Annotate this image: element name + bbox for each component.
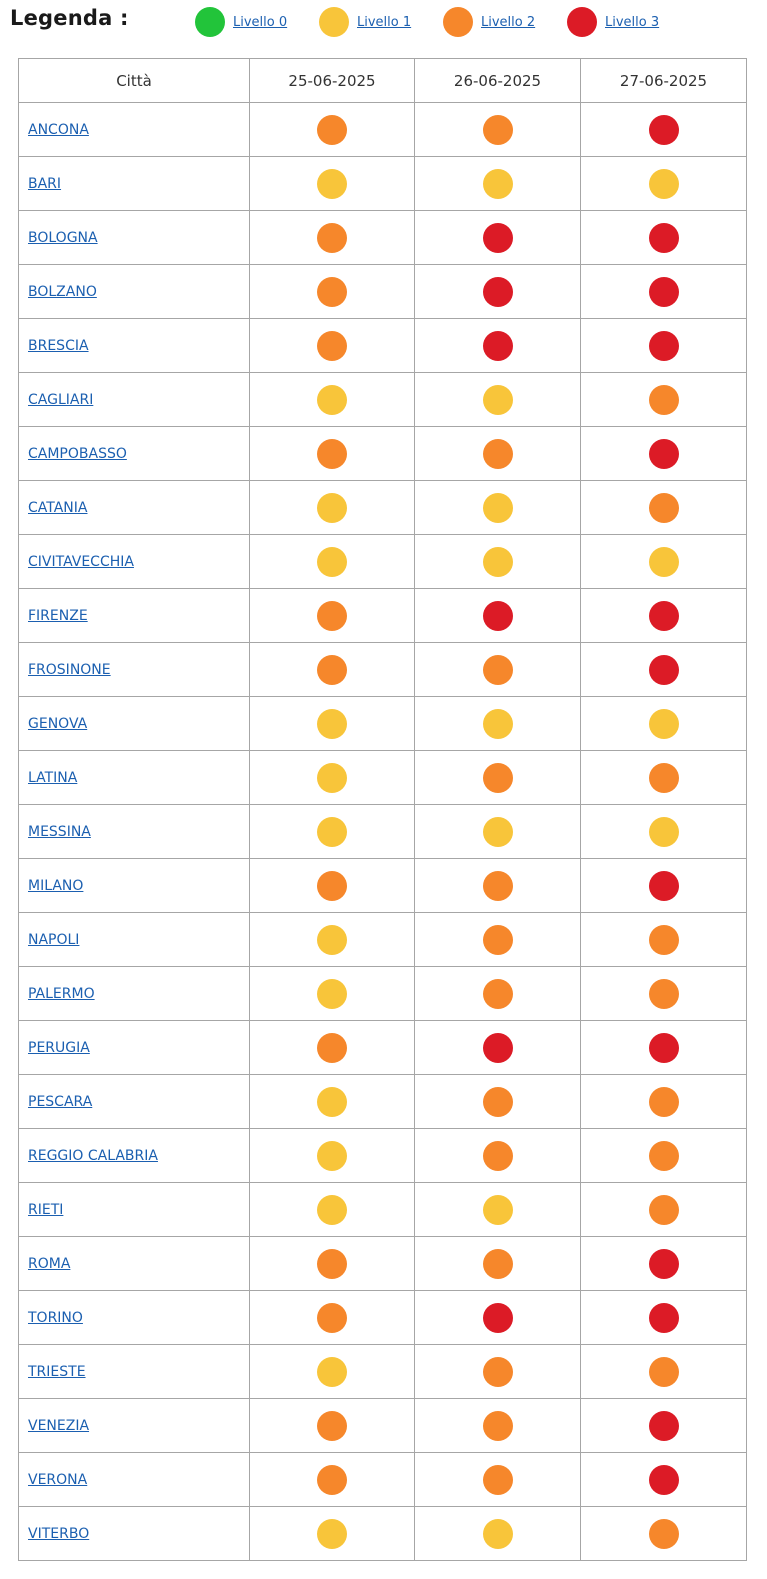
level-2-dot-icon xyxy=(649,493,679,523)
level-3-dot-icon xyxy=(483,601,513,631)
level-1-dot-icon xyxy=(649,817,679,847)
level-cell-day-2 xyxy=(415,373,581,427)
city-link[interactable]: TORINO xyxy=(28,1309,83,1326)
level-cell-day-3 xyxy=(581,1291,747,1345)
level-2-dot-icon xyxy=(483,439,513,469)
city-cell xyxy=(19,481,250,535)
table-row xyxy=(19,697,747,751)
table-row xyxy=(19,535,747,589)
city-link[interactable]: FIRENZE xyxy=(28,607,88,624)
level-3-dot-icon xyxy=(483,331,513,361)
level-2-dot-icon xyxy=(317,871,347,901)
table-row xyxy=(19,1291,747,1345)
level-2-dot-icon xyxy=(317,331,347,361)
level-1-dot-icon xyxy=(649,547,679,577)
city-cell xyxy=(19,589,250,643)
city-link[interactable]: RIETI xyxy=(28,1201,64,1218)
level-cell-day-2 xyxy=(415,103,581,157)
city-cell xyxy=(19,1507,250,1561)
level-cell-day-1 xyxy=(250,751,415,805)
level-cell-day-1 xyxy=(250,1399,415,1453)
legend-item-level-1 xyxy=(319,7,411,37)
level-2-dot-icon xyxy=(317,601,347,631)
level-cell-day-2 xyxy=(415,859,581,913)
level-cell-day-2 xyxy=(415,1291,581,1345)
level-cell-day-3 xyxy=(581,589,747,643)
city-link[interactable]: CIVITAVECCHIA xyxy=(28,553,134,570)
city-cell xyxy=(19,319,250,373)
level-2-dot-icon xyxy=(649,1519,679,1549)
level-2-dot-icon xyxy=(317,1033,347,1063)
table-body xyxy=(19,103,747,1561)
level-1-dot-icon xyxy=(483,169,513,199)
table-row xyxy=(19,481,747,535)
level-1-dot-icon xyxy=(317,493,347,523)
city-link[interactable]: TRIESTE xyxy=(28,1363,86,1380)
level-cell-day-2 xyxy=(415,535,581,589)
table-row xyxy=(19,1345,747,1399)
level-cell-day-2 xyxy=(415,967,581,1021)
city-link[interactable]: BARI xyxy=(28,175,62,192)
level-cell-day-2 xyxy=(415,1345,581,1399)
level-cell-day-1 xyxy=(250,1291,415,1345)
level-cell-day-3 xyxy=(581,427,747,481)
level-2-dot-icon xyxy=(483,1141,513,1171)
level-3-dot-icon xyxy=(483,277,513,307)
level-cell-day-3 xyxy=(581,1021,747,1075)
city-cell xyxy=(19,697,250,751)
city-cell xyxy=(19,751,250,805)
level-2-dot-icon xyxy=(649,1141,679,1171)
level-3-dot-icon xyxy=(649,1465,679,1495)
level-3-dot-icon xyxy=(649,1033,679,1063)
city-cell xyxy=(19,1075,250,1129)
legend-link-level-0[interactable]: Livello 0 xyxy=(233,14,288,30)
city-link[interactable]: CAGLIARI xyxy=(28,391,94,408)
level-2-dot-icon xyxy=(649,385,679,415)
level-1-dot-icon xyxy=(317,1141,347,1171)
city-cell xyxy=(19,1237,250,1291)
city-link[interactable]: NAPOLI xyxy=(28,931,80,948)
level-cell-day-3 xyxy=(581,751,747,805)
level-2-dot-icon xyxy=(483,115,513,145)
level-3-dot-icon xyxy=(649,439,679,469)
level-2-dot-icon xyxy=(317,655,347,685)
legend-title: Legenda : xyxy=(10,6,129,30)
level-1-dot-icon xyxy=(483,385,513,415)
level-1-dot-icon xyxy=(319,7,349,37)
city-link[interactable]: MILANO xyxy=(28,877,84,894)
level-cell-day-3 xyxy=(581,697,747,751)
level-0-dot-icon xyxy=(195,7,225,37)
level-cell-day-1 xyxy=(250,913,415,967)
level-3-dot-icon xyxy=(649,1249,679,1279)
city-cell xyxy=(19,643,250,697)
table-row xyxy=(19,1183,747,1237)
level-cell-day-3 xyxy=(581,1507,747,1561)
level-cell-day-2 xyxy=(415,1507,581,1561)
city-cell xyxy=(19,103,250,157)
level-2-dot-icon xyxy=(649,1357,679,1387)
table-row xyxy=(19,157,747,211)
level-cell-day-3 xyxy=(581,643,747,697)
level-cell-day-3 xyxy=(581,1129,747,1183)
table-row xyxy=(19,427,747,481)
table-row xyxy=(19,1453,747,1507)
level-cell-day-3 xyxy=(581,1075,747,1129)
level-cell-day-2 xyxy=(415,265,581,319)
level-cell-day-2 xyxy=(415,589,581,643)
level-cell-day-1 xyxy=(250,1183,415,1237)
level-1-dot-icon xyxy=(317,709,347,739)
level-cell-day-3 xyxy=(581,967,747,1021)
level-cell-day-1 xyxy=(250,1129,415,1183)
level-cell-day-3 xyxy=(581,1183,747,1237)
level-3-dot-icon xyxy=(649,223,679,253)
level-cell-day-3 xyxy=(581,265,747,319)
level-cell-day-2 xyxy=(415,427,581,481)
level-2-dot-icon xyxy=(483,1249,513,1279)
table-row xyxy=(19,913,747,967)
city-link[interactable]: ANCONA xyxy=(28,121,89,138)
city-cell xyxy=(19,535,250,589)
level-cell-day-1 xyxy=(250,967,415,1021)
level-cell-day-2 xyxy=(415,319,581,373)
city-cell xyxy=(19,1399,250,1453)
level-2-dot-icon xyxy=(483,763,513,793)
level-3-dot-icon xyxy=(483,223,513,253)
level-cell-day-1 xyxy=(250,859,415,913)
level-cell-day-1 xyxy=(250,157,415,211)
level-2-dot-icon xyxy=(317,277,347,307)
table-row xyxy=(19,319,747,373)
level-2-dot-icon xyxy=(649,979,679,1009)
level-3-dot-icon xyxy=(483,1303,513,1333)
level-1-dot-icon xyxy=(317,169,347,199)
city-cell xyxy=(19,1129,250,1183)
level-3-dot-icon xyxy=(649,115,679,145)
level-1-dot-icon xyxy=(483,1195,513,1225)
city-link[interactable]: GENOVA xyxy=(28,715,88,732)
level-cell-day-3 xyxy=(581,1453,747,1507)
level-cell-day-2 xyxy=(415,697,581,751)
level-cell-day-1 xyxy=(250,211,415,265)
level-2-dot-icon xyxy=(649,763,679,793)
level-2-dot-icon xyxy=(649,925,679,955)
city-link[interactable]: VERONA xyxy=(28,1471,88,1488)
city-link[interactable]: PALERMO xyxy=(28,985,95,1002)
city-cell xyxy=(19,157,250,211)
city-cell xyxy=(19,1453,250,1507)
city-link[interactable]: VITERBO xyxy=(28,1525,90,1542)
level-cell-day-1 xyxy=(250,1237,415,1291)
level-cell-day-3 xyxy=(581,103,747,157)
level-2-dot-icon xyxy=(317,1249,347,1279)
legend-item-level-0 xyxy=(195,7,287,37)
table-row xyxy=(19,589,747,643)
city-link[interactable]: CAMPOBASSO xyxy=(28,445,127,462)
table-row xyxy=(19,805,747,859)
legend xyxy=(0,0,767,46)
city-cell xyxy=(19,211,250,265)
level-1-dot-icon xyxy=(317,1195,347,1225)
level-1-dot-icon xyxy=(317,1357,347,1387)
level-cell-day-3 xyxy=(581,1345,747,1399)
city-link[interactable]: FROSINONE xyxy=(28,661,111,678)
level-cell-day-1 xyxy=(250,1075,415,1129)
table-row xyxy=(19,265,747,319)
column-header-date-2: 26-06-2025 xyxy=(415,59,581,103)
table-row xyxy=(19,859,747,913)
level-2-dot-icon xyxy=(317,1465,347,1495)
level-cell-day-3 xyxy=(581,859,747,913)
level-3-dot-icon xyxy=(649,331,679,361)
city-cell xyxy=(19,913,250,967)
level-1-dot-icon xyxy=(317,1087,347,1117)
column-header-date-1: 25-06-2025 xyxy=(250,59,415,103)
level-cell-day-2 xyxy=(415,481,581,535)
table-row xyxy=(19,1021,747,1075)
city-link[interactable]: PESCARA xyxy=(28,1093,93,1110)
level-1-dot-icon xyxy=(317,547,347,577)
level-1-dot-icon xyxy=(483,547,513,577)
level-2-dot-icon xyxy=(649,1087,679,1117)
table-row xyxy=(19,1129,747,1183)
level-cell-day-2 xyxy=(415,805,581,859)
level-cell-day-2 xyxy=(415,1399,581,1453)
level-cell-day-2 xyxy=(415,157,581,211)
table-row xyxy=(19,1075,747,1129)
level-3-dot-icon xyxy=(567,7,597,37)
level-cell-day-2 xyxy=(415,1075,581,1129)
level-2-dot-icon xyxy=(443,7,473,37)
level-2-dot-icon xyxy=(483,1465,513,1495)
level-1-dot-icon xyxy=(317,925,347,955)
city-cell xyxy=(19,1345,250,1399)
table-row xyxy=(19,373,747,427)
legend-link-level-3[interactable]: Livello 3 xyxy=(605,14,660,30)
level-3-dot-icon xyxy=(649,1411,679,1441)
city-cell xyxy=(19,859,250,913)
level-cell-day-3 xyxy=(581,373,747,427)
level-cell-day-3 xyxy=(581,1237,747,1291)
table-row xyxy=(19,643,747,697)
city-link[interactable]: REGGIO CALABRIA xyxy=(28,1147,158,1164)
level-cell-day-2 xyxy=(415,751,581,805)
city-cell xyxy=(19,1183,250,1237)
table-row xyxy=(19,967,747,1021)
level-cell-day-1 xyxy=(250,1021,415,1075)
level-2-dot-icon xyxy=(317,439,347,469)
level-cell-day-1 xyxy=(250,643,415,697)
level-cell-day-1 xyxy=(250,1453,415,1507)
level-1-dot-icon xyxy=(483,709,513,739)
city-cell xyxy=(19,805,250,859)
level-cell-day-1 xyxy=(250,805,415,859)
city-cell xyxy=(19,427,250,481)
city-cell xyxy=(19,967,250,1021)
legend-item-level-2 xyxy=(443,7,535,37)
level-cell-day-2 xyxy=(415,643,581,697)
level-cell-day-3 xyxy=(581,481,747,535)
level-cell-day-1 xyxy=(250,427,415,481)
level-3-dot-icon xyxy=(649,1303,679,1333)
level-cell-day-1 xyxy=(250,1345,415,1399)
city-link[interactable]: BOLZANO xyxy=(28,283,97,300)
level-cell-day-3 xyxy=(581,319,747,373)
level-3-dot-icon xyxy=(649,871,679,901)
level-cell-day-3 xyxy=(581,1399,747,1453)
city-link[interactable]: MESSINA xyxy=(28,823,91,840)
level-3-dot-icon xyxy=(649,277,679,307)
level-2-dot-icon xyxy=(483,871,513,901)
level-1-dot-icon xyxy=(317,979,347,1009)
level-3-dot-icon xyxy=(649,601,679,631)
level-2-dot-icon xyxy=(483,1357,513,1387)
level-2-dot-icon xyxy=(483,925,513,955)
level-cell-day-2 xyxy=(415,1021,581,1075)
city-link[interactable]: CATANIA xyxy=(28,499,88,516)
city-link[interactable]: PERUGIA xyxy=(28,1039,90,1056)
level-2-dot-icon xyxy=(649,1195,679,1225)
level-cell-day-1 xyxy=(250,373,415,427)
level-2-dot-icon xyxy=(317,1303,347,1333)
city-link[interactable]: ROMA xyxy=(28,1255,71,1272)
level-cell-day-3 xyxy=(581,211,747,265)
city-link[interactable]: VENEZIA xyxy=(28,1417,90,1434)
city-cell xyxy=(19,265,250,319)
table-row xyxy=(19,751,747,805)
level-2-dot-icon xyxy=(483,979,513,1009)
level-2-dot-icon xyxy=(317,1411,347,1441)
column-header-city: Città xyxy=(19,59,250,103)
level-cell-day-1 xyxy=(250,697,415,751)
level-cell-day-2 xyxy=(415,913,581,967)
level-cell-day-1 xyxy=(250,103,415,157)
legend-link-level-2[interactable]: Livello 2 xyxy=(481,14,536,30)
level-cell-day-2 xyxy=(415,1129,581,1183)
legend-link-level-1[interactable]: Livello 1 xyxy=(357,14,412,30)
city-cell xyxy=(19,1291,250,1345)
level-cell-day-1 xyxy=(250,535,415,589)
city-link[interactable]: BOLOGNA xyxy=(28,229,98,246)
city-cell xyxy=(19,1021,250,1075)
level-cell-day-2 xyxy=(415,211,581,265)
level-cell-day-1 xyxy=(250,1507,415,1561)
level-cell-day-2 xyxy=(415,1237,581,1291)
city-cell xyxy=(19,373,250,427)
city-link[interactable]: BRESCIA xyxy=(28,337,89,354)
level-cell-day-3 xyxy=(581,805,747,859)
level-cell-day-3 xyxy=(581,913,747,967)
level-1-dot-icon xyxy=(317,817,347,847)
heat-level-table xyxy=(18,58,747,1561)
table-row xyxy=(19,211,747,265)
table-header-row xyxy=(19,59,747,103)
level-1-dot-icon xyxy=(483,1519,513,1549)
level-2-dot-icon xyxy=(483,655,513,685)
table-row xyxy=(19,103,747,157)
table-row xyxy=(19,1237,747,1291)
level-cell-day-2 xyxy=(415,1453,581,1507)
table-row xyxy=(19,1507,747,1561)
level-cell-day-3 xyxy=(581,535,747,589)
level-cell-day-1 xyxy=(250,319,415,373)
level-2-dot-icon xyxy=(483,1087,513,1117)
level-cell-day-1 xyxy=(250,265,415,319)
level-cell-day-1 xyxy=(250,589,415,643)
level-3-dot-icon xyxy=(649,655,679,685)
level-1-dot-icon xyxy=(649,709,679,739)
level-1-dot-icon xyxy=(483,493,513,523)
level-2-dot-icon xyxy=(317,115,347,145)
table-row xyxy=(19,1399,747,1453)
level-1-dot-icon xyxy=(317,385,347,415)
level-1-dot-icon xyxy=(317,1519,347,1549)
level-2-dot-icon xyxy=(483,1411,513,1441)
column-header-date-3: 27-06-2025 xyxy=(581,59,747,103)
level-1-dot-icon xyxy=(317,763,347,793)
level-1-dot-icon xyxy=(483,817,513,847)
legend-item-level-3 xyxy=(567,7,659,37)
level-1-dot-icon xyxy=(649,169,679,199)
city-link[interactable]: LATINA xyxy=(28,769,78,786)
level-2-dot-icon xyxy=(317,223,347,253)
level-cell-day-1 xyxy=(250,481,415,535)
level-3-dot-icon xyxy=(483,1033,513,1063)
level-cell-day-2 xyxy=(415,1183,581,1237)
level-cell-day-3 xyxy=(581,157,747,211)
